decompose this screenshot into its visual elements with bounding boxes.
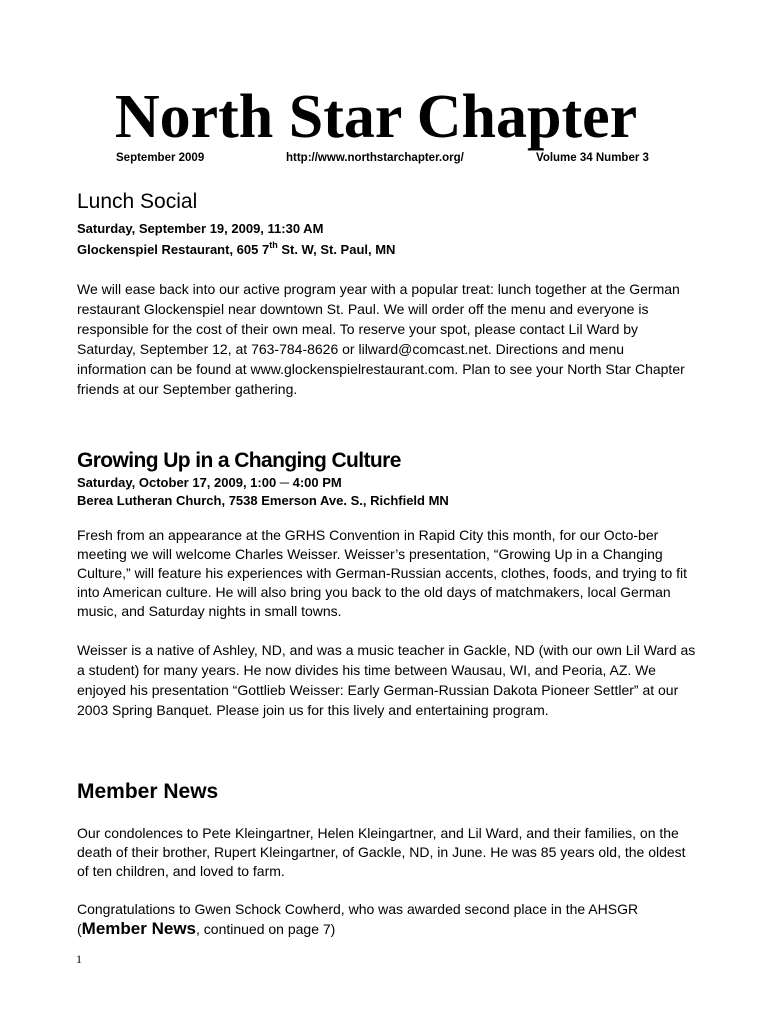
ordinal-suffix: th	[269, 239, 278, 250]
lunch-social-section	[77, 188, 697, 399]
growing-up-date: Saturday, October 17, 2009, 1:00 ─ 4:00 PM	[77, 475, 342, 490]
volume-number: Volume 34 Number 3	[536, 152, 649, 164]
masthead-info-line	[0, 150, 770, 166]
continued-paren: (	[77, 921, 82, 937]
member-news-section	[77, 778, 697, 939]
member-news-heading: Member News	[77, 780, 219, 803]
issue-date: September 2009	[116, 152, 205, 164]
lunch-social-date: Saturday, September 19, 2009, 11:30 AM	[77, 221, 324, 236]
page-number: 1	[76, 952, 82, 966]
growing-up-section	[77, 448, 697, 720]
member-news-paragraph-2: Congratulations to Gwen Schock Cowherd, who was awarded second place in the AHSGR	[77, 901, 639, 917]
location-text-rest: St. W, St. Paul, MN	[277, 242, 396, 257]
member-news-paragraph-1: Our condolences to Pete Kleingartner, Helen Kleingartner, and Lil Ward, and their families, on the death of their brother, Rupert Kleingartner, of Gackle, ND, in June. He was 85 years old, the oldest of ten children, and loved to farm.	[77, 825, 686, 879]
location-text: Glockenspiel Restaurant, 605 7	[77, 242, 270, 257]
growing-up-paragraph-2: Weisser is a native of Ashley, ND, and was a music teacher in Gackle, ND (with our own Lil Ward as a student) for many years. He now divides his time between Wausau, WI, and Peoria, AZ. We enjoyed his presentation “Gottlieb Weisser: Early German-Russian Dakota Pioneer Settler” at our 2003 Spring Banquet. Please join us for this lively and entertaining program.	[77, 642, 696, 718]
continued-label: Member News	[81, 919, 196, 938]
continued-notice	[77, 919, 697, 939]
lunch-social-location	[77, 240, 697, 259]
growing-up-paragraph-1: Fresh from an appearance at the GRHS Convention in Rapid City this month, for our Octo-ber meeting we will welcome Charles Weisser. Weisser’s presentation, “Growing Up in a Changing Culture,” will feature his experiences with German-Russian accents, clothes, foods, and trying to fit into American culture. He will also bring you back to the old days of matchmakers, local German music, and Saturday nights in small towns.	[77, 527, 688, 619]
website-url: http://www.northstarchapter.org/	[286, 152, 464, 164]
growing-up-location: Berea Lutheran Church, 7538 Emerson Ave. S., Richfield MN	[77, 493, 449, 508]
newsletter-title: North Star Chapter	[114, 83, 638, 151]
lunch-social-heading: Lunch Social	[77, 190, 198, 213]
continued-text: , continued on page 7)	[196, 921, 336, 937]
growing-up-heading: Growing Up in a Changing Culture	[77, 449, 401, 472]
lunch-social-body: We will ease back into our active program year with a popular treat: lunch together at the German restaurant Glockenspiel near downtown St. Paul. We will order off the menu and everyone is responsible for the cost of their own meal. To reserve your spot, please contact Lil Ward by Saturday, September 12, at 763-784-8626 or lilward@comcast.net. Directions and menu information can be found at www.glockenspielrestaurant.com. Plan to see your North Star Chapter friends at our September gathering.	[77, 281, 685, 397]
